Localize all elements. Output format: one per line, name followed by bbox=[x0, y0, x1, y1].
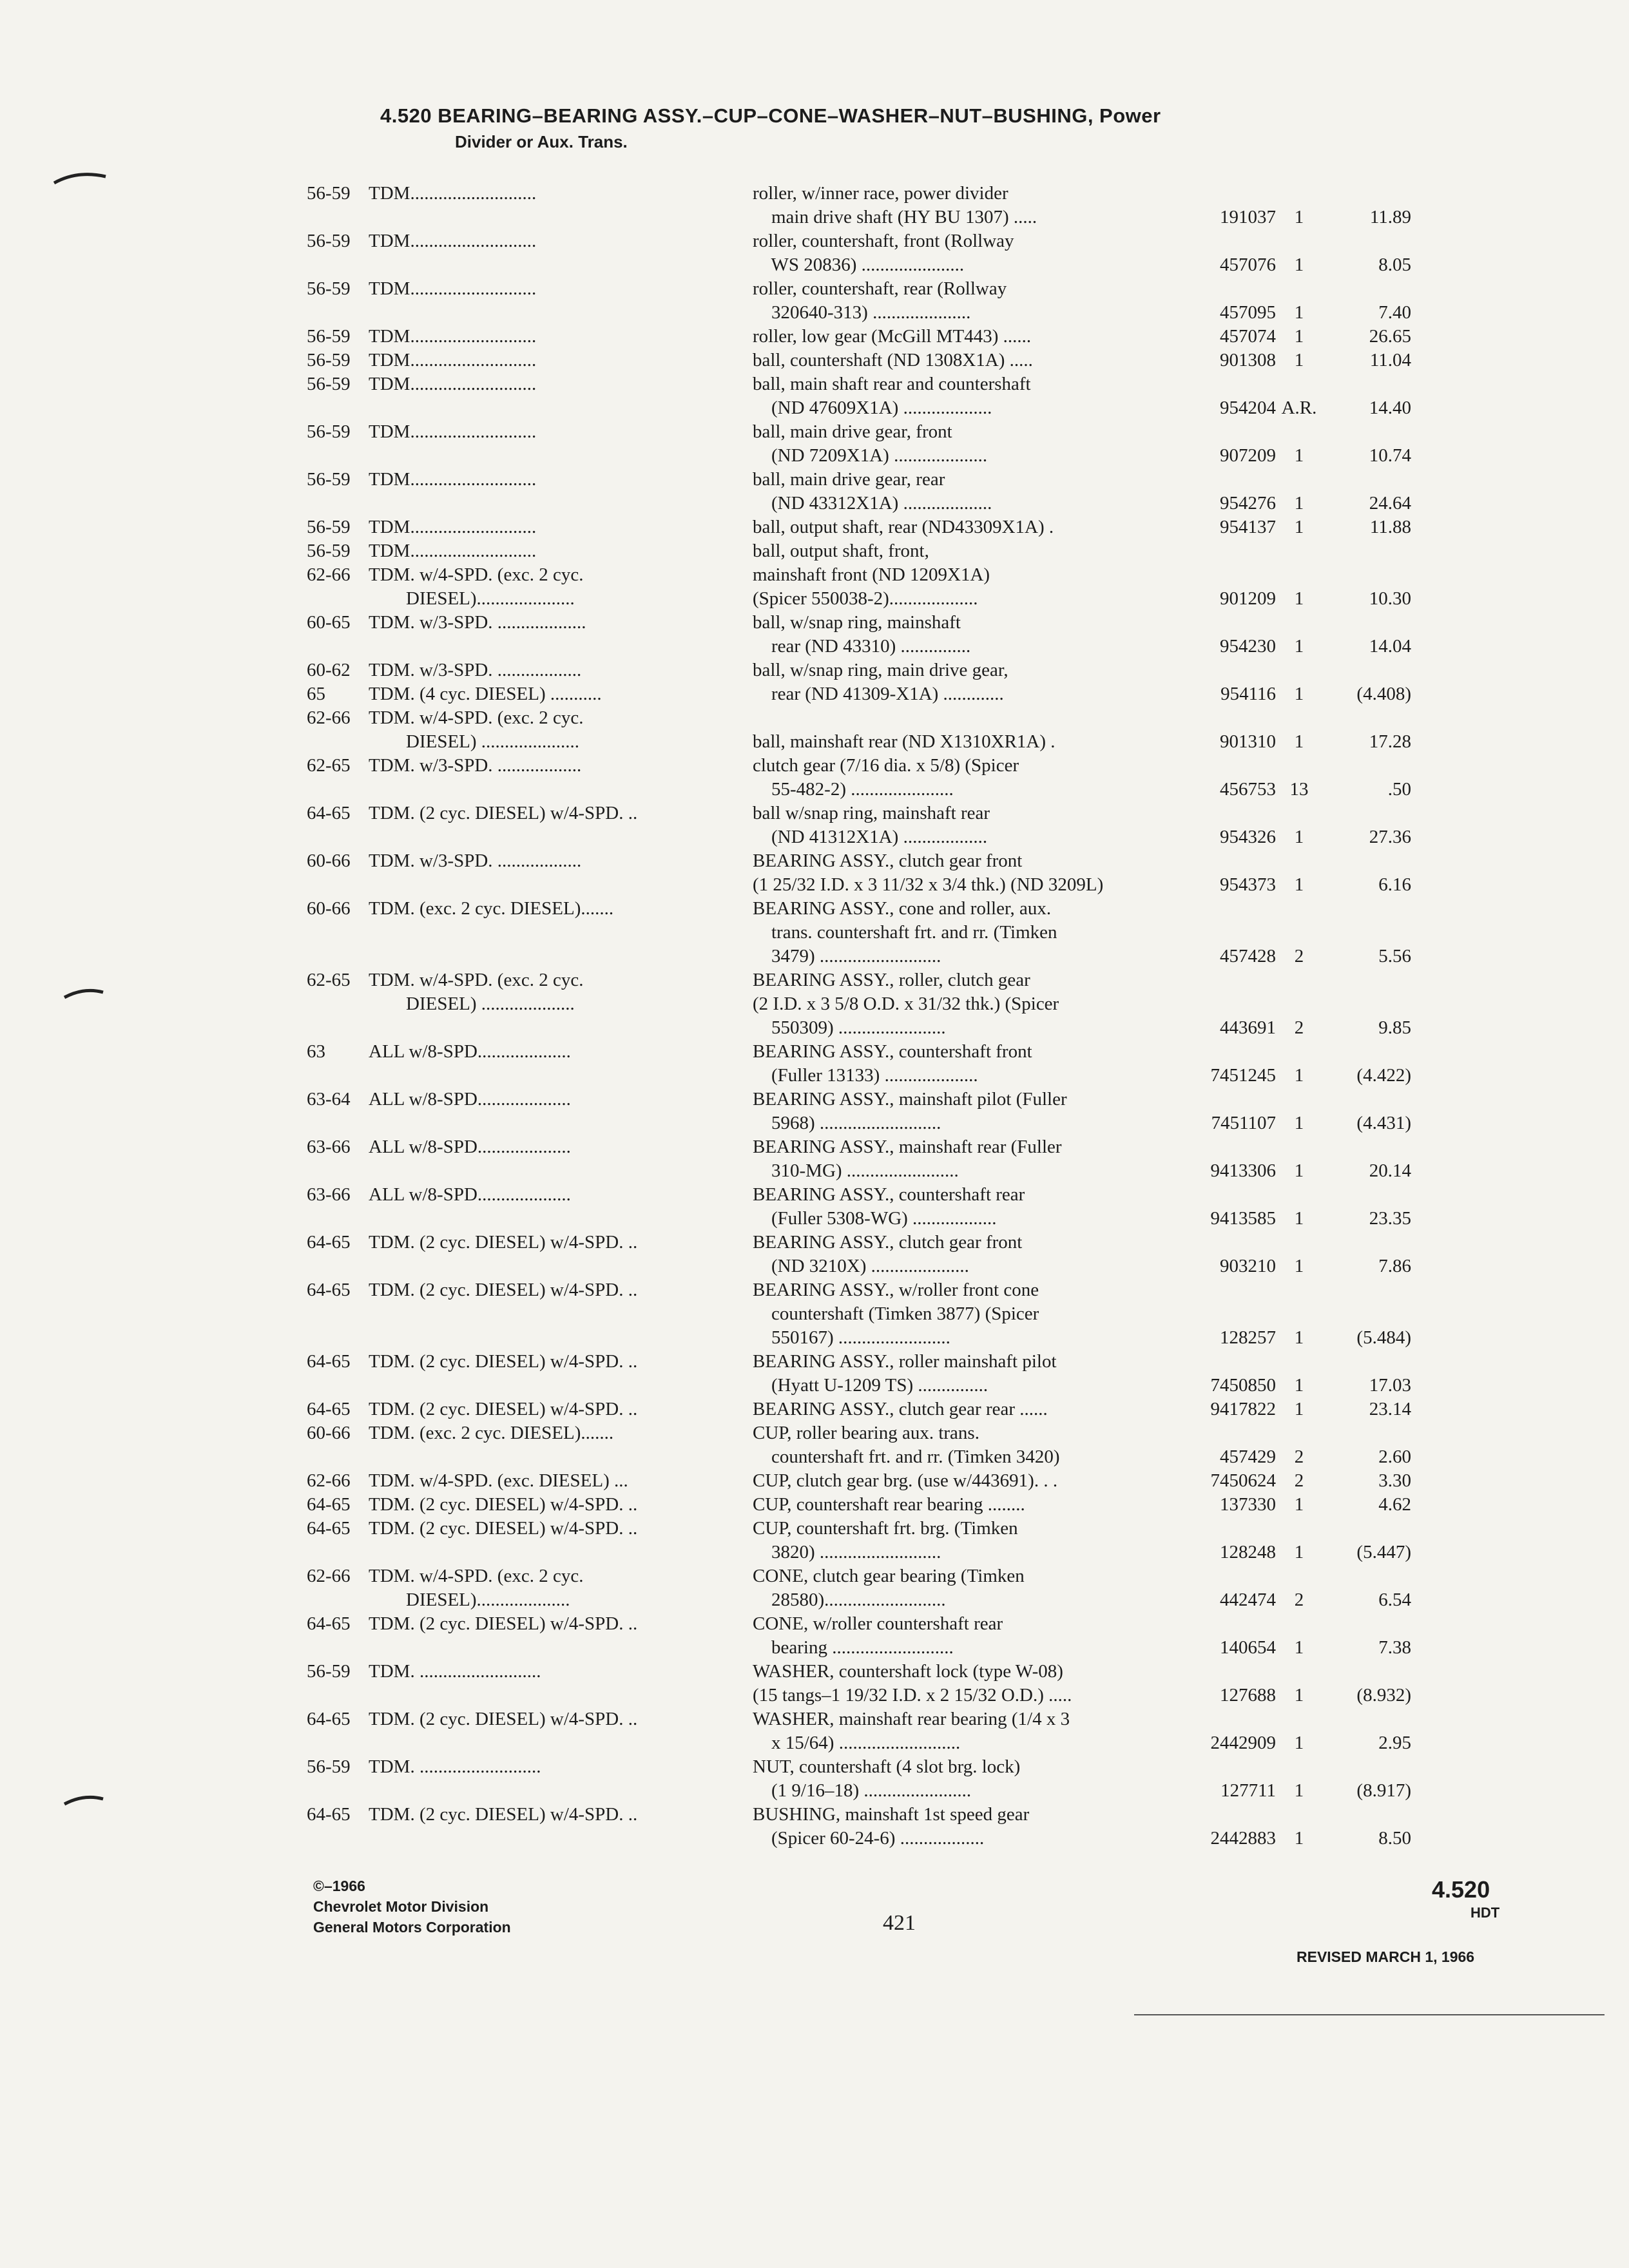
model-year: 64-65 bbox=[307, 1804, 351, 1825]
part-number: 901310 bbox=[1220, 731, 1276, 752]
model: TDM. w/4-SPD. (exc. 2 cyc. bbox=[369, 564, 584, 585]
model-year: 62-66 bbox=[307, 707, 351, 728]
part-number: 137330 bbox=[1220, 1494, 1276, 1515]
model-year: 56-59 bbox=[307, 374, 351, 394]
model-year: 64-65 bbox=[307, 1709, 351, 1729]
description: roller, countershaft, front (Rollway bbox=[753, 231, 1014, 251]
price: 2.60 bbox=[1378, 1446, 1411, 1467]
quantity: 1 bbox=[1294, 1375, 1304, 1396]
binder-hole-mark-icon bbox=[62, 986, 107, 1001]
part-number: 443691 bbox=[1220, 1017, 1276, 1038]
quantity: 1 bbox=[1294, 874, 1304, 895]
price: 8.50 bbox=[1378, 1828, 1411, 1849]
quantity: 1 bbox=[1294, 1256, 1304, 1276]
description: (ND 41312X1A) .................. bbox=[753, 827, 988, 847]
part-number: 901308 bbox=[1220, 350, 1276, 370]
model-year: 56-59 bbox=[307, 421, 351, 442]
model: TDM. w/4-SPD. (exc. 2 cyc. bbox=[369, 970, 584, 990]
part-number: 2442883 bbox=[1210, 1828, 1276, 1849]
description: (1 25/32 I.D. x 3 11/32 x 3/4 thk.) (ND 3209L) bbox=[753, 874, 1104, 895]
model: TDM. (2 cyc. DIESEL) w/4-SPD. .. bbox=[369, 1804, 638, 1825]
part-number: 954276 bbox=[1220, 493, 1276, 514]
quantity: 1 bbox=[1294, 588, 1304, 609]
description: (15 tangs–1 19/32 I.D. x 2 15/32 O.D.) ..... bbox=[753, 1685, 1072, 1706]
quantity: 1 bbox=[1294, 1065, 1304, 1086]
description: ball, mainshaft rear (ND X1310XR1A) . bbox=[753, 731, 1055, 752]
description: CUP, clutch gear brg. (use w/443691). . . bbox=[753, 1470, 1058, 1491]
revision-date: REVISED MARCH 1, 1966 bbox=[1296, 1948, 1475, 1965]
price: 23.14 bbox=[1369, 1399, 1411, 1419]
quantity: 1 bbox=[1294, 1542, 1304, 1562]
quantity: 1 bbox=[1294, 1399, 1304, 1419]
description: countershaft (Timken 3877) (Spicer bbox=[753, 1303, 1039, 1324]
quantity: 2 bbox=[1294, 946, 1304, 966]
description: ball, countershaft (ND 1308X1A) ..... bbox=[753, 350, 1033, 370]
description: clutch gear (7/16 dia. x 5/8) (Spicer bbox=[753, 755, 1019, 776]
model-year: 62-66 bbox=[307, 1470, 351, 1491]
model: TDM. (2 cyc. DIESEL) w/4-SPD. .. bbox=[369, 1709, 638, 1729]
price: 10.74 bbox=[1369, 445, 1411, 466]
description: ball, w/snap ring, mainshaft bbox=[753, 612, 961, 633]
price: (8.917) bbox=[1356, 1780, 1411, 1801]
price: 26.65 bbox=[1369, 326, 1411, 347]
copyright: ©–1966 bbox=[313, 1878, 365, 1894]
part-number: 9413585 bbox=[1210, 1208, 1276, 1229]
part-number: 954204 bbox=[1220, 398, 1276, 418]
description: CUP, countershaft rear bearing ........ bbox=[753, 1494, 1025, 1515]
part-number: 9413306 bbox=[1210, 1160, 1276, 1181]
price: 11.88 bbox=[1369, 517, 1411, 537]
model: DIESEL).................... bbox=[369, 1590, 570, 1610]
model: TDM........................... bbox=[369, 326, 537, 347]
part-number: 457095 bbox=[1220, 302, 1276, 323]
description: BEARING ASSY., cone and roller, aux. bbox=[753, 898, 1052, 919]
model: TDM. (2 cyc. DIESEL) w/4-SPD. .. bbox=[369, 1494, 638, 1515]
model: TDM. (2 cyc. DIESEL) w/4-SPD. .. bbox=[369, 1232, 638, 1253]
part-number: 7450624 bbox=[1210, 1470, 1276, 1491]
description: main drive shaft (HY BU 1307) ..... bbox=[753, 207, 1037, 227]
part-number: 2442909 bbox=[1210, 1733, 1276, 1753]
model: TDM. (2 cyc. DIESEL) w/4-SPD. .. bbox=[369, 803, 638, 823]
model-year: 56-59 bbox=[307, 469, 351, 490]
model: TDM. (2 cyc. DIESEL) w/4-SPD. .. bbox=[369, 1280, 638, 1300]
description: 550309) ....................... bbox=[753, 1017, 946, 1038]
description: WS 20836) ...................... bbox=[753, 255, 965, 275]
description: BUSHING, mainshaft 1st speed gear bbox=[753, 1804, 1030, 1825]
price: 9.85 bbox=[1378, 1017, 1411, 1038]
price: 20.14 bbox=[1369, 1160, 1411, 1181]
model: ALL w/8-SPD.................... bbox=[369, 1041, 571, 1062]
model-year: 60-66 bbox=[307, 1423, 351, 1443]
model: TDM. (2 cyc. DIESEL) w/4-SPD. .. bbox=[369, 1351, 638, 1372]
part-number: 457076 bbox=[1220, 255, 1276, 275]
quantity: 2 bbox=[1294, 1017, 1304, 1038]
price: 17.03 bbox=[1369, 1375, 1411, 1396]
model: TDM. w/4-SPD. (exc. 2 cyc. bbox=[369, 707, 584, 728]
price: 17.28 bbox=[1369, 731, 1411, 752]
description: 3479) .......................... bbox=[753, 946, 941, 966]
price: 11.89 bbox=[1369, 207, 1411, 227]
price: 14.04 bbox=[1369, 636, 1411, 657]
model-year: 62-65 bbox=[307, 970, 351, 990]
description: ball, main shaft rear and countershaft bbox=[753, 374, 1031, 394]
description: NUT, countershaft (4 slot brg. lock) bbox=[753, 1756, 1021, 1777]
model-year: 64-65 bbox=[307, 1280, 351, 1300]
part-number: 442474 bbox=[1220, 1590, 1276, 1610]
price: 10.30 bbox=[1369, 588, 1411, 609]
description: WASHER, countershaft lock (type W-08) bbox=[753, 1661, 1063, 1682]
quantity: 1 bbox=[1294, 517, 1304, 537]
description: 320640-313) ..................... bbox=[753, 302, 971, 323]
quantity: 1 bbox=[1294, 1208, 1304, 1229]
model: DIESEL) ..................... bbox=[369, 731, 580, 752]
description: 310-MG) ........................ bbox=[753, 1160, 959, 1181]
price: 2.95 bbox=[1378, 1733, 1411, 1753]
model-year: 64-65 bbox=[307, 803, 351, 823]
description: rear (ND 41309-X1A) ............. bbox=[753, 684, 1004, 704]
part-number: 457428 bbox=[1220, 946, 1276, 966]
model: ALL w/8-SPD.................... bbox=[369, 1184, 571, 1205]
price: 5.56 bbox=[1378, 946, 1411, 966]
quantity: 2 bbox=[1294, 1470, 1304, 1491]
price: 23.35 bbox=[1369, 1208, 1411, 1229]
description: ball, output shaft, front, bbox=[753, 541, 929, 561]
model: TDM........................... bbox=[369, 541, 537, 561]
price: 27.36 bbox=[1369, 827, 1411, 847]
description: BEARING ASSY., countershaft front bbox=[753, 1041, 1032, 1062]
description: WASHER, mainshaft rear bearing (1/4 x 3 bbox=[753, 1709, 1070, 1729]
description: BEARING ASSY., mainshaft rear (Fuller bbox=[753, 1137, 1062, 1157]
model-year: 64-65 bbox=[307, 1518, 351, 1539]
price: 4.62 bbox=[1378, 1494, 1411, 1515]
description: bearing .......................... bbox=[753, 1637, 954, 1658]
price: 7.40 bbox=[1378, 302, 1411, 323]
description: roller, countershaft, rear (Rollway bbox=[753, 278, 1007, 299]
price: (4.422) bbox=[1356, 1065, 1411, 1086]
part-number: 907209 bbox=[1220, 445, 1276, 466]
binder-hole-mark-icon bbox=[62, 1792, 107, 1808]
description: BEARING ASSY., roller mainshaft pilot bbox=[753, 1351, 1057, 1372]
model: TDM. .......................... bbox=[369, 1661, 541, 1682]
division-name: Chevrolet Motor Division bbox=[313, 1898, 489, 1915]
price: (4.431) bbox=[1356, 1113, 1411, 1133]
part-number: 901209 bbox=[1220, 588, 1276, 609]
model-year: 56-59 bbox=[307, 517, 351, 537]
model-year: 64-65 bbox=[307, 1232, 351, 1253]
part-number: 9417822 bbox=[1210, 1399, 1276, 1419]
part-number: 954116 bbox=[1220, 684, 1276, 704]
model-year: 64-65 bbox=[307, 1351, 351, 1372]
model-year: 56-59 bbox=[307, 1756, 351, 1777]
description: BEARING ASSY., roller, clutch gear bbox=[753, 970, 1030, 990]
description: 5968) .......................... bbox=[753, 1113, 941, 1133]
price: (4.408) bbox=[1356, 684, 1411, 704]
model-year: 60-62 bbox=[307, 660, 351, 680]
binder-hole-mark-icon bbox=[52, 169, 110, 188]
part-number: 954373 bbox=[1220, 874, 1276, 895]
model: TDM........................... bbox=[369, 469, 537, 490]
model-year: 56-59 bbox=[307, 350, 351, 370]
description: (ND 3210X) ..................... bbox=[753, 1256, 969, 1276]
model-year: 60-66 bbox=[307, 898, 351, 919]
quantity: 1 bbox=[1294, 445, 1304, 466]
model: TDM........................... bbox=[369, 350, 537, 370]
description: roller, low gear (McGill MT443) ...... bbox=[753, 326, 1032, 347]
description: 55-482-2) ...................... bbox=[753, 779, 954, 800]
model: TDM. w/3-SPD. .................. bbox=[369, 660, 582, 680]
quantity: 1 bbox=[1294, 827, 1304, 847]
model: TDM. (exc. 2 cyc. DIESEL)....... bbox=[369, 898, 614, 919]
description: CONE, clutch gear bearing (Timken bbox=[753, 1566, 1025, 1586]
model-year: 62-66 bbox=[307, 1566, 351, 1586]
quantity: 1 bbox=[1294, 1780, 1304, 1801]
description: CUP, countershaft frt. brg. (Timken bbox=[753, 1518, 1018, 1539]
part-number: 191037 bbox=[1220, 207, 1276, 227]
description: (ND 43312X1A) ................... bbox=[753, 493, 992, 514]
quantity: 2 bbox=[1294, 1590, 1304, 1610]
model-year: 64-65 bbox=[307, 1399, 351, 1419]
description: mainshaft front (ND 1209X1A) bbox=[753, 564, 990, 585]
price: (5.447) bbox=[1356, 1542, 1411, 1562]
description: CONE, w/roller countershaft rear bbox=[753, 1613, 1003, 1634]
model-year: 63-64 bbox=[307, 1089, 351, 1110]
part-number: 127688 bbox=[1220, 1685, 1276, 1706]
quantity: 1 bbox=[1294, 636, 1304, 657]
part-number: 456753 bbox=[1220, 779, 1276, 800]
description: CUP, roller bearing aux. trans. bbox=[753, 1423, 979, 1443]
model: TDM. (exc. 2 cyc. DIESEL)....... bbox=[369, 1423, 614, 1443]
bottom-rule bbox=[1134, 2014, 1605, 2015]
model: TDM........................... bbox=[369, 183, 537, 204]
section-number: 4.520 bbox=[1432, 1876, 1490, 1903]
description: (ND 47609X1A) ................... bbox=[753, 398, 992, 418]
price: 8.05 bbox=[1378, 255, 1411, 275]
description: trans. countershaft frt. and rr. (Timken bbox=[753, 922, 1057, 943]
price: 7.38 bbox=[1378, 1637, 1411, 1658]
description: (1 9/16–18) ....................... bbox=[753, 1780, 972, 1801]
description: BEARING ASSY., clutch gear front bbox=[753, 850, 1023, 871]
part-number: 128248 bbox=[1220, 1542, 1276, 1562]
price: 6.54 bbox=[1378, 1590, 1411, 1610]
quantity: 1 bbox=[1294, 1113, 1304, 1133]
model: ALL w/8-SPD.................... bbox=[369, 1137, 571, 1157]
quantity: 1 bbox=[1294, 493, 1304, 514]
description: (Hyatt U-1209 TS) ............... bbox=[753, 1375, 988, 1396]
description: (Fuller 5308-WG) .................. bbox=[753, 1208, 997, 1229]
part-number: 140654 bbox=[1220, 1637, 1276, 1658]
description: 550167) ........................ bbox=[753, 1327, 950, 1348]
section-code: HDT bbox=[1470, 1905, 1500, 1921]
model: TDM. (2 cyc. DIESEL) w/4-SPD. .. bbox=[369, 1399, 638, 1419]
description: BEARING ASSY., clutch gear rear ...... bbox=[753, 1399, 1048, 1419]
part-number: 127711 bbox=[1220, 1780, 1276, 1801]
model-year: 63-66 bbox=[307, 1184, 351, 1205]
model: TDM........................... bbox=[369, 421, 537, 442]
description: ball w/snap ring, mainshaft rear bbox=[753, 803, 990, 823]
description: 28580).......................... bbox=[753, 1590, 946, 1610]
model-year: 56-59 bbox=[307, 278, 351, 299]
quantity: 1 bbox=[1294, 207, 1304, 227]
description: BEARING ASSY., mainshaft pilot (Fuller bbox=[753, 1089, 1067, 1110]
description: rear (ND 43310) ............... bbox=[753, 636, 971, 657]
model-year: 65 bbox=[307, 684, 325, 704]
quantity: 13 bbox=[1289, 779, 1309, 800]
quantity: 1 bbox=[1294, 1494, 1304, 1515]
part-number: 7451107 bbox=[1211, 1113, 1276, 1133]
quantity: 1 bbox=[1294, 1327, 1304, 1348]
model-year: 60-66 bbox=[307, 850, 351, 871]
quantity: A.R. bbox=[1281, 398, 1317, 418]
description: (Fuller 13133) .................... bbox=[753, 1065, 978, 1086]
description: ball, output shaft, rear (ND43309X1A) . bbox=[753, 517, 1054, 537]
quantity: 1 bbox=[1294, 731, 1304, 752]
model: TDM. (2 cyc. DIESEL) w/4-SPD. .. bbox=[369, 1518, 638, 1539]
part-number: 903210 bbox=[1220, 1256, 1276, 1276]
quantity: 2 bbox=[1294, 1446, 1304, 1467]
model-year: 60-65 bbox=[307, 612, 351, 633]
description: (Spicer 60-24-6) .................. bbox=[753, 1828, 985, 1849]
description: (ND 7209X1A) .................... bbox=[753, 445, 988, 466]
model-year: 63 bbox=[307, 1041, 325, 1062]
description: 3820) .......................... bbox=[753, 1542, 941, 1562]
quantity: 1 bbox=[1294, 302, 1304, 323]
part-number: 128257 bbox=[1220, 1327, 1276, 1348]
part-number: 7451245 bbox=[1210, 1065, 1276, 1086]
model: TDM. w/4-SPD. (exc. 2 cyc. bbox=[369, 1566, 584, 1586]
section-title: 4.520 BEARING–BEARING ASSY.–CUP–CONE–WASHER–NUT–BUSHING, Power bbox=[380, 104, 1161, 127]
quantity: 1 bbox=[1294, 1685, 1304, 1706]
part-number: 7450850 bbox=[1210, 1375, 1276, 1396]
part-number: 457429 bbox=[1220, 1446, 1276, 1467]
model: TDM. w/3-SPD. .................. bbox=[369, 755, 582, 776]
model-year: 56-59 bbox=[307, 231, 351, 251]
description: roller, w/inner race, power divider bbox=[753, 183, 1008, 204]
description: BEARING ASSY., w/roller front cone bbox=[753, 1280, 1039, 1300]
quantity: 1 bbox=[1294, 1733, 1304, 1753]
model-year: 62-66 bbox=[307, 564, 351, 585]
price: (5.484) bbox=[1356, 1327, 1411, 1348]
model-year: 64-65 bbox=[307, 1494, 351, 1515]
quantity: 1 bbox=[1294, 1160, 1304, 1181]
price: (8.932) bbox=[1356, 1685, 1411, 1706]
page-number: 421 bbox=[883, 1911, 916, 1935]
model: TDM........................... bbox=[369, 374, 537, 394]
model-year: 62-65 bbox=[307, 755, 351, 776]
model-year: 56-59 bbox=[307, 326, 351, 347]
part-number: 954137 bbox=[1220, 517, 1276, 537]
model: TDM. .......................... bbox=[369, 1756, 541, 1777]
price: 7.86 bbox=[1378, 1256, 1411, 1276]
price: .50 bbox=[1387, 779, 1411, 800]
corporation-name: General Motors Corporation bbox=[313, 1919, 511, 1936]
description: (Spicer 550038-2)................... bbox=[753, 588, 978, 609]
description: ball, main drive gear, rear bbox=[753, 469, 945, 490]
model: TDM. (2 cyc. DIESEL) w/4-SPD. .. bbox=[369, 1613, 638, 1634]
quantity: 1 bbox=[1294, 255, 1304, 275]
price: 24.64 bbox=[1369, 493, 1411, 514]
quantity: 1 bbox=[1294, 1637, 1304, 1658]
model: DIESEL) .................... bbox=[369, 994, 575, 1014]
quantity: 1 bbox=[1294, 326, 1304, 347]
description: BEARING ASSY., countershaft rear bbox=[753, 1184, 1025, 1205]
model-year: 56-59 bbox=[307, 1661, 351, 1682]
quantity: 1 bbox=[1294, 350, 1304, 370]
model-year: 56-59 bbox=[307, 183, 351, 204]
model: TDM. w/3-SPD. ................... bbox=[369, 612, 586, 633]
description: (2 I.D. x 3 5/8 O.D. x 31/32 thk.) (Spicer bbox=[753, 994, 1059, 1014]
part-number: 954230 bbox=[1220, 636, 1276, 657]
description: BEARING ASSY., clutch gear front bbox=[753, 1232, 1023, 1253]
model: TDM........................... bbox=[369, 231, 537, 251]
description: ball, w/snap ring, main drive gear, bbox=[753, 660, 1008, 680]
price: 14.40 bbox=[1369, 398, 1411, 418]
price: 3.30 bbox=[1378, 1470, 1411, 1491]
model: DIESEL)..................... bbox=[369, 588, 575, 609]
model-year: 64-65 bbox=[307, 1613, 351, 1634]
model: TDM........................... bbox=[369, 278, 537, 299]
model: TDM. w/3-SPD. .................. bbox=[369, 850, 582, 871]
part-number: 457074 bbox=[1220, 326, 1276, 347]
quantity: 1 bbox=[1294, 684, 1304, 704]
price: 11.04 bbox=[1369, 350, 1411, 370]
quantity: 1 bbox=[1294, 1828, 1304, 1849]
model-year: 63-66 bbox=[307, 1137, 351, 1157]
description: countershaft frt. and rr. (Timken 3420) bbox=[753, 1446, 1060, 1467]
section-subtitle: Divider or Aux. Trans. bbox=[455, 132, 628, 151]
model: TDM. (4 cyc. DIESEL) ........... bbox=[369, 684, 602, 704]
model: TDM........................... bbox=[369, 517, 537, 537]
part-number: 954326 bbox=[1220, 827, 1276, 847]
model-year: 56-59 bbox=[307, 541, 351, 561]
description: ball, main drive gear, front bbox=[753, 421, 952, 442]
model: ALL w/8-SPD.................... bbox=[369, 1089, 571, 1110]
description: x 15/64) .......................... bbox=[753, 1733, 961, 1753]
price: 6.16 bbox=[1378, 874, 1411, 895]
model: TDM. w/4-SPD. (exc. DIESEL) ... bbox=[369, 1470, 628, 1491]
